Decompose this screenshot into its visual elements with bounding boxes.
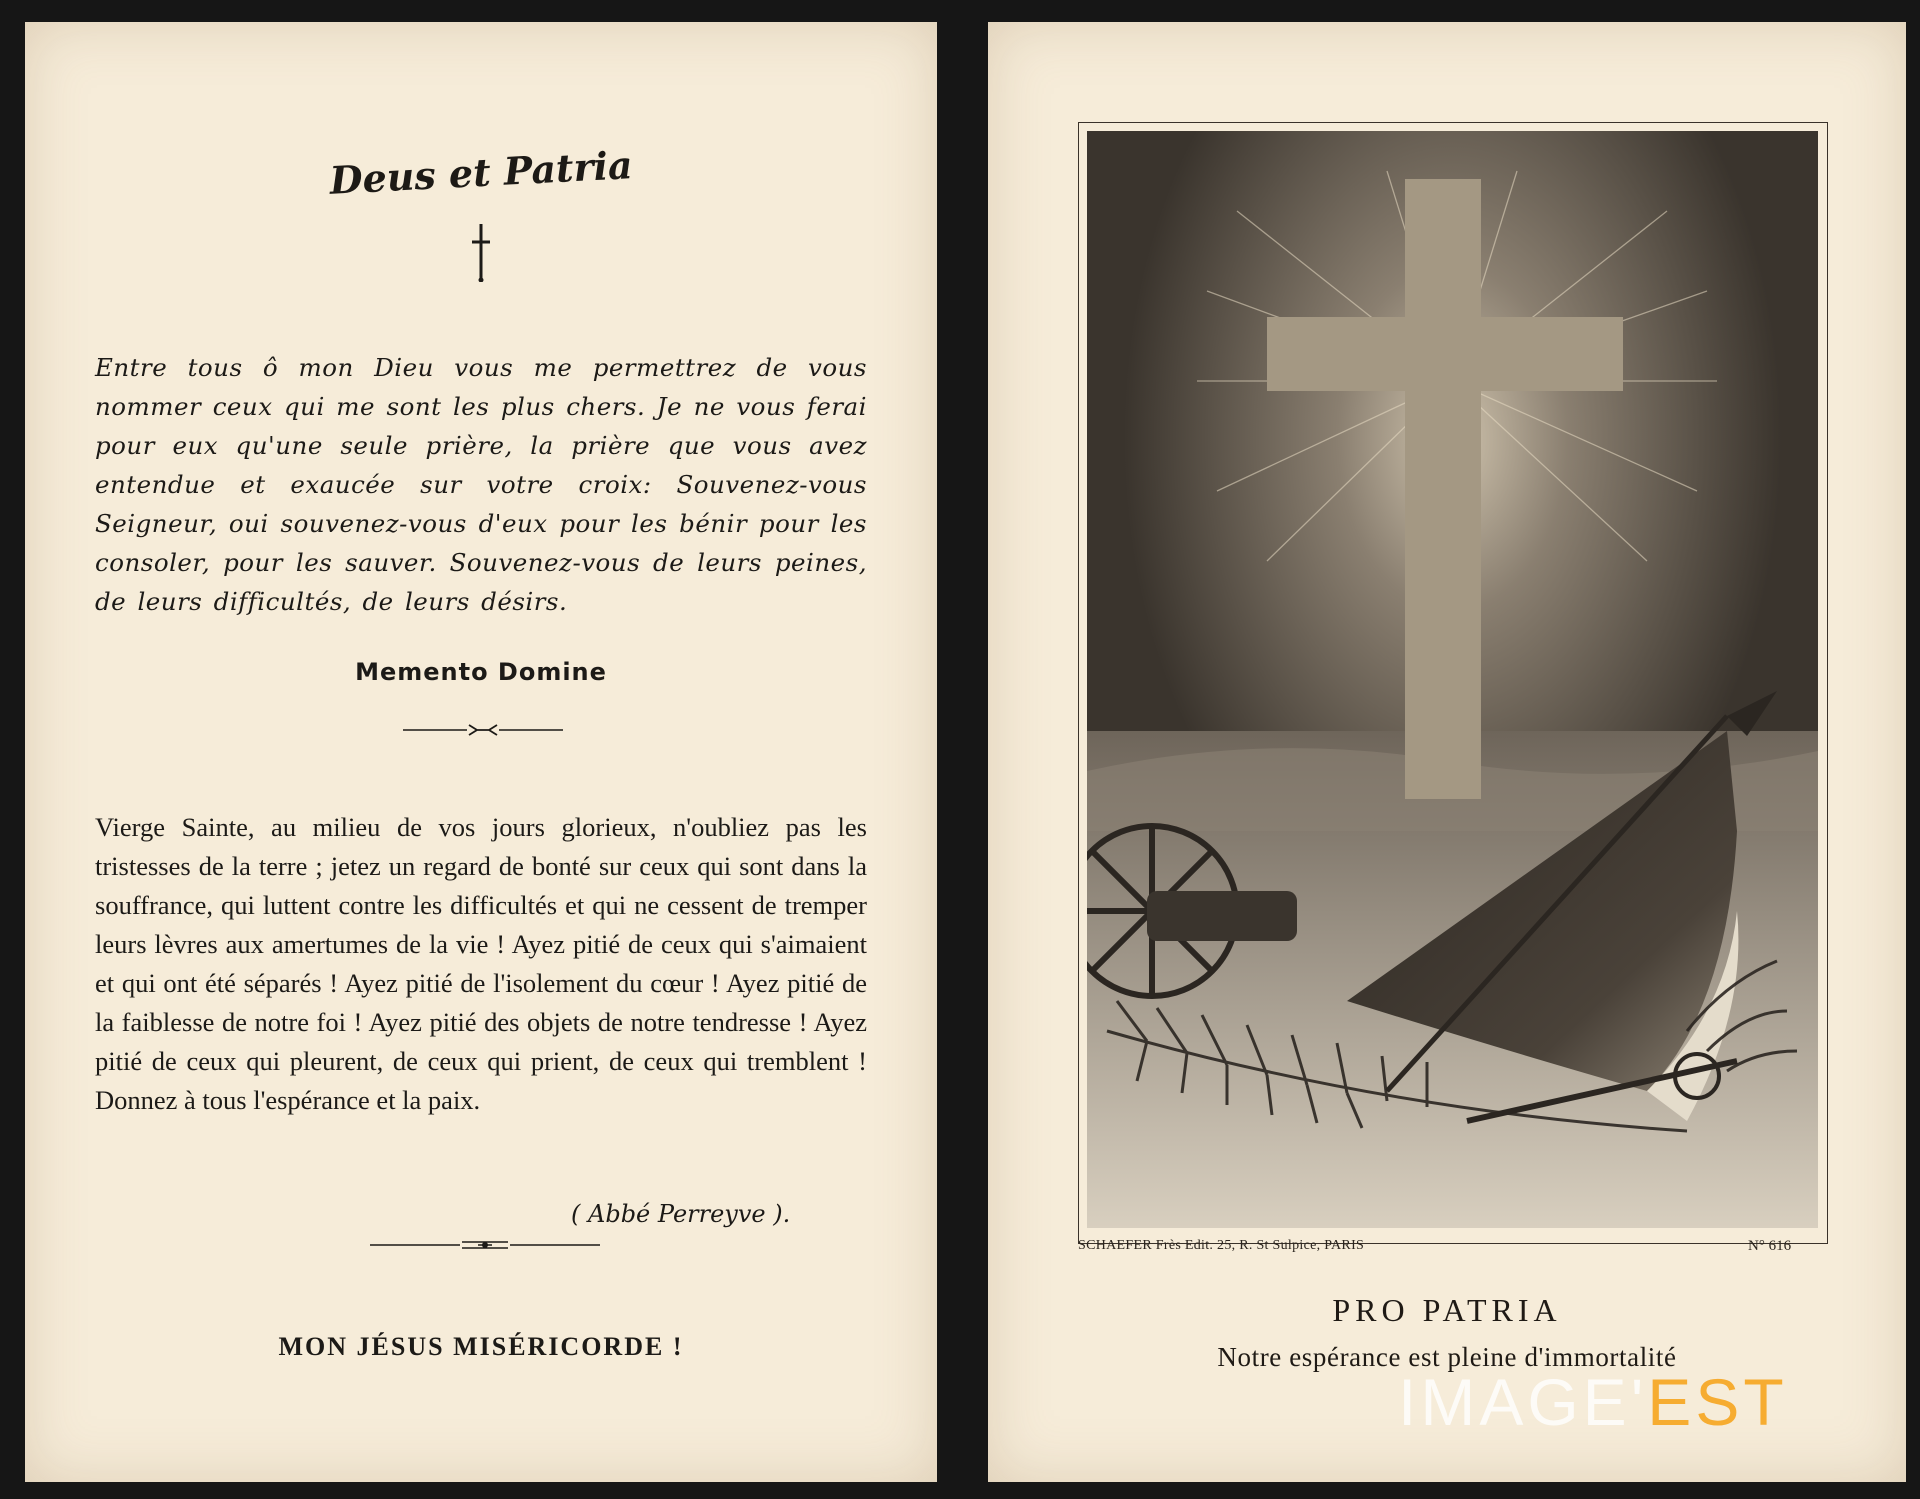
memento-domine-heading: Memento Domine (355, 658, 607, 686)
publisher-imprint: SCHAEFER Frès Edit. 25, R. St Sulpice, PARIS (1078, 1238, 1365, 1253)
mon-jesus-misericorde: MON JÉSUS MISÉRICORDE ! (278, 1332, 684, 1361)
prayer-vierge-sainte: Vierge Sainte, au milieu de vos jours glorieux, n'oubliez pas les tristesses de la terre ; jetez un regard de bonté sur ceux qui sont dans la souffrance, qui luttent contre les difficultés et qui ne cessent de tremper leurs lèvres aux amertumes de la vie ! Ayez pitié de ceux qui s'aimaient et qui ont été séparés ! Ayez pitié de l'isolement du cœur ! Ayez pitié de la faiblesse de notre foi ! Ayez pitié des objets de notre tendresse ! Ayez pitié de ceux qui pleurent, de ceux qui prient, de ceux qui tremblent ! Donnez à tous l'espérance et la paix. (95, 812, 867, 1115)
pro-patria-heading: PRO PATRIA (1332, 1292, 1562, 1328)
card-number: N° 616 (1748, 1238, 1792, 1254)
attribution-abbe-perreyve: ( Abbé Perreyve ). (571, 1200, 791, 1228)
watermark-image: IMAGE' (1398, 1365, 1648, 1439)
pro-patria-engraving (1087, 131, 1818, 1228)
immortalite-subtitle: Notre espérance est pleine d'immortalité (1217, 1342, 1677, 1372)
image-est-watermark (1398, 1364, 1788, 1440)
prayer-entre-tous: Entre tous ô mon Dieu vous me permettrez de vous nommer ceux qui me sont les plus chers. Je ne vous ferai pour eux qu'une seule prière, la prière que vous avez entendue et exaucée sur votre croix: Souvenez-vous Seigneur, oui souvenez-vous d'eux pour les bénir pour les consoler, pour les sauver. Souvenez-vous de leurs peines, de leurs difficultés, de leurs désirs. (95, 353, 867, 616)
right-memorial-page (988, 22, 1906, 1482)
left-memorial-page (25, 22, 937, 1482)
watermark-est: EST (1647, 1365, 1788, 1439)
deus-et-patria-title: Deus et Patria (328, 142, 634, 203)
ornament-divider-2-icon (370, 1237, 600, 1253)
small-cross-icon (469, 222, 493, 282)
engraving-frame (1078, 122, 1828, 1244)
ornament-divider-icon (403, 722, 563, 738)
